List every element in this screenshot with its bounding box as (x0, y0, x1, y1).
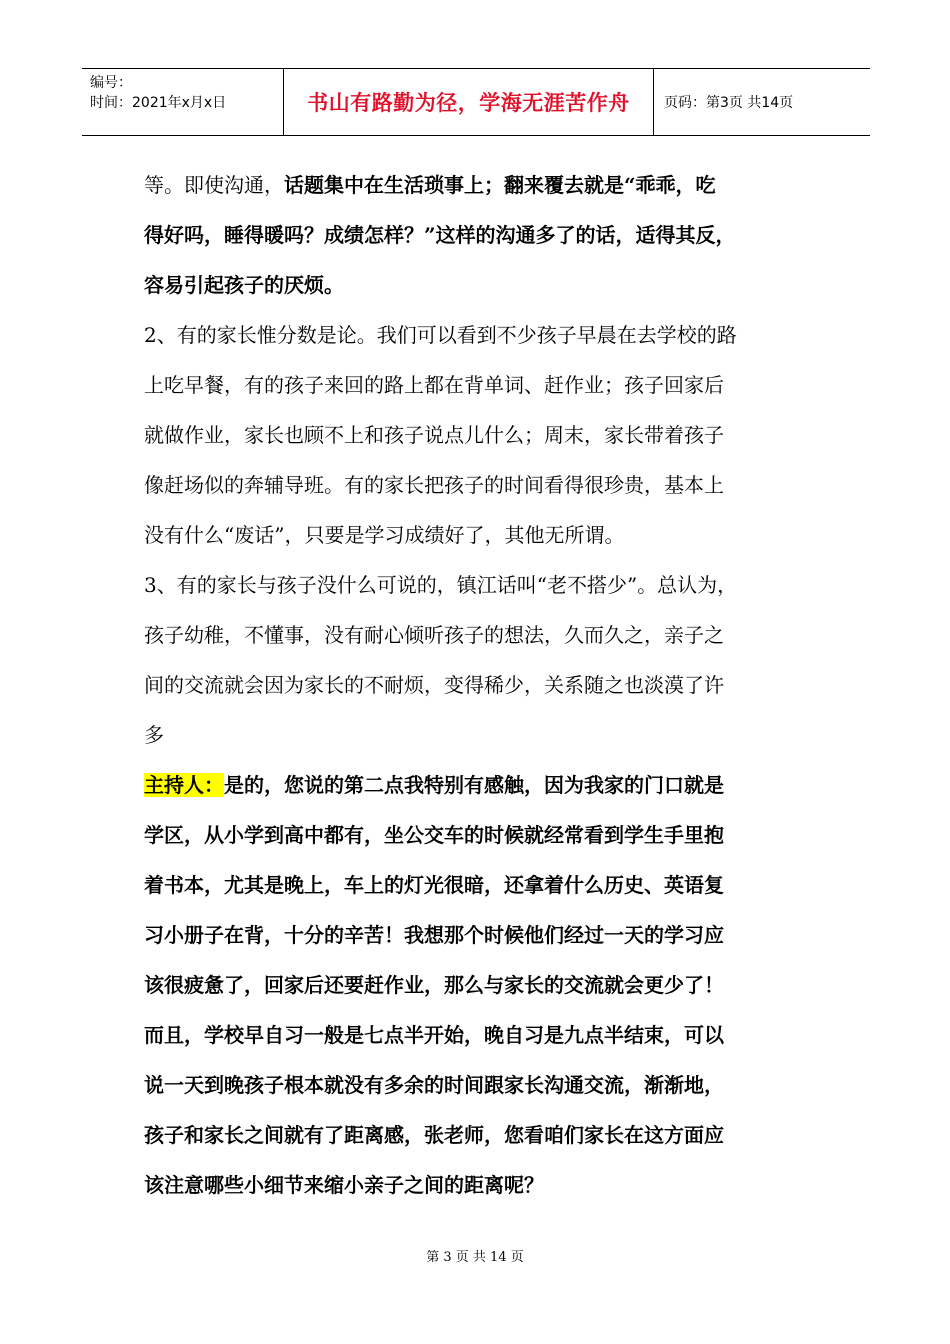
text-line: 该很疲惫了，回家后还要赶作业，那么与家长的交流就会更少了！ (144, 973, 724, 997)
document-number-label: 编号： (90, 75, 132, 91)
speaker-label: 主持人： (144, 773, 224, 797)
page-footer: 第 3 页 共 14 页 (426, 1250, 524, 1265)
text-line: 该注意哪些小细节来缩小亲子之间的距离呢？ (144, 1173, 544, 1197)
text-line: 容易引起孩子的厌烦。 (144, 273, 344, 297)
page-header (82, 68, 870, 136)
text-line: 没有什么“废话”，只要是学习成绩好了，其他无所谓。 (144, 523, 625, 547)
text-line (144, 160, 824, 210)
text-line: 着书本，尤其是晚上，车上的灯光很暗，还拿着什么历史、英语复 (144, 873, 724, 897)
text-line: 2、有的家长惟分数是论。我们可以看到不少孩子早晨在去学校的路 (144, 323, 737, 347)
text-line: 3、有的家长与孩子没什么可说的，镇江话叫“老不搭少”。总认为， (144, 573, 738, 597)
text-bold: 话题集中在生活琐事上；翻来覆去就是“乖乖，吃 (284, 173, 716, 197)
document-time-label: 时间：2021年x月x日 (90, 95, 227, 111)
text-line: 孩子和家长之间就有了距离感，张老师，您看咱们家长在这方面应 (144, 1123, 724, 1147)
text-line: 孩子幼稚，不懂事，没有耐心倾听孩子的想法，久而久之，亲子之 (144, 623, 724, 647)
text-line: 学区，从小学到高中都有，坐公交车的时候就经常看到学生手里抱 (144, 823, 724, 847)
header-motto-cell (284, 69, 654, 135)
text-line: 得好吗，睡得暖吗？成绩怎样？”这样的沟通多了的话，适得其反， (144, 223, 736, 247)
header-page-label: 页码：第3页 共14页 (664, 95, 794, 111)
text-bold: 是的，您说的第二点我特别有感触，因为我家的门口就是 (224, 773, 724, 797)
header-page-cell (654, 69, 870, 135)
text-line: 上吃早餐，有的孩子来回的路上都在背单词、赶作业；孩子回家后 (144, 373, 724, 397)
document-body (144, 160, 824, 1210)
text-line: 习小册子在背，十分的辛苦！我想那个时候他们经过一天的学习应 (144, 923, 724, 947)
text-line: 说一天到晚孩子根本就没有多余的时间跟家长沟通交流，渐渐地， (144, 1073, 724, 1097)
text-line: 就做作业，家长也顾不上和孩子说点儿什么；周末，家长带着孩子 (144, 423, 724, 447)
text-line: 多 (144, 723, 164, 747)
text-normal: 等。即使沟通， (144, 173, 284, 197)
text-line (144, 760, 824, 810)
header-meta (82, 69, 284, 135)
text-line: 而且，学校早自习一般是七点半开始，晚自习是九点半结束，可以 (144, 1023, 724, 1047)
text-line: 间的交流就会因为家长的不耐烦，变得稀少，关系随之也淡漠了许 (144, 673, 724, 697)
text-line: 像赶场似的奔辅导班。有的家长把孩子的时间看得很珍贵，基本上 (144, 473, 724, 497)
header-motto: 书山有路勤为径，学海无涯苦作舟 (307, 91, 630, 115)
